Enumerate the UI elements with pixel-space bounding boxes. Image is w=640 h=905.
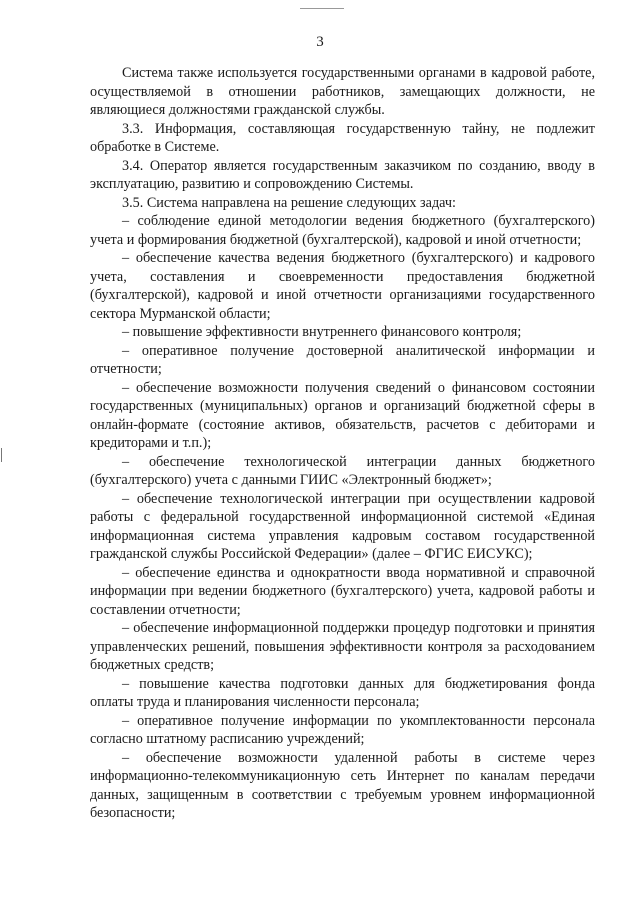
list-item: – повышение качества подготовки данных для бюджетирования фонда оплаты труда и планирования численности персонала; xyxy=(90,675,595,710)
list-item: – обеспечение возможности получения сведений о финансовом состоянии государственных (муниципальных) органов и организаций бюджетной сферы в онлайн-формате (состояние активов, обязательств, расчетов с дебиторами и кредиторами и т.п.); xyxy=(90,379,595,451)
list-item: – соблюдение единой методологии ведения бюджетного (бухгалтерского) учета и формирования бюджетной (бухгалтерской), кадровой и иной отчетности; xyxy=(90,213,595,248)
list-item: – обеспечение единства и однократности ввода нормативной и справочной информации при ведении бюджетного (бухгалтерского) учета, кадровой работы и составлении отчетности; xyxy=(90,564,595,618)
list-item: – обеспечение информационной поддержки процедур подготовки и принятия управленческих решений, повышения эффективности контроля за расходованием бюджетных средств; xyxy=(90,620,595,673)
page-number: 3 xyxy=(316,34,324,50)
paragraph: Система также используется государственными органами в кадровой работе, осуществляемой в отношении работников, замещающих должности, не являющиеся должностями гражданской службы. xyxy=(90,65,595,118)
list-item: – обеспечение возможности удаленной работы в системе через информационно-телекоммуникационную сеть Интернет по каналам передачи данных, защищенным в соответствии с требуемым уровнем информационной безопасности; xyxy=(90,749,595,821)
list-item: – оперативное получение достоверной аналитической информации и отчетности; xyxy=(90,342,595,377)
paragraph: 3.3. Информация, составляющая государственную тайну, не подлежит обработке в Системе. xyxy=(90,120,595,155)
list-item: – обеспечение качества ведения бюджетного (бухгалтерского) и кадрового учета, составления и своевременности предоставления бюджетной (бухгалтерской), кадровой и иной отчетности организациями государственного сектора Мурманской области; xyxy=(90,250,595,322)
document-body xyxy=(90,64,595,823)
list-item: – обеспечение технологической интеграции данных бюджетного (бухгалтерского) учета с данными ГИИС «Электронный бюджет»; xyxy=(90,453,595,488)
list-item: – оперативное получение информации по укомплектованности персонала согласно штатному расписанию учреждений; xyxy=(90,712,595,747)
top-rule xyxy=(300,8,344,9)
list-item: – повышение эффективности внутреннего финансового контроля; xyxy=(122,324,522,340)
scan-edge-mark xyxy=(1,448,2,462)
paragraph: 3.5. Система направлена на решение следующих задач: xyxy=(122,194,456,211)
list-item: – обеспечение технологической интеграции при осуществлении кадровой работы с федеральной государственной информационной системой «Единая информационная система управления кадровым составом государственной гражданской службы Российской Федерации» (далее – ФГИС ЕИСУКС); xyxy=(90,490,595,562)
paragraph: 3.4. Оператор является государственным заказчиком по созданию, вводу в эксплуатацию, развитию и сопровождению Системы. xyxy=(90,157,595,192)
